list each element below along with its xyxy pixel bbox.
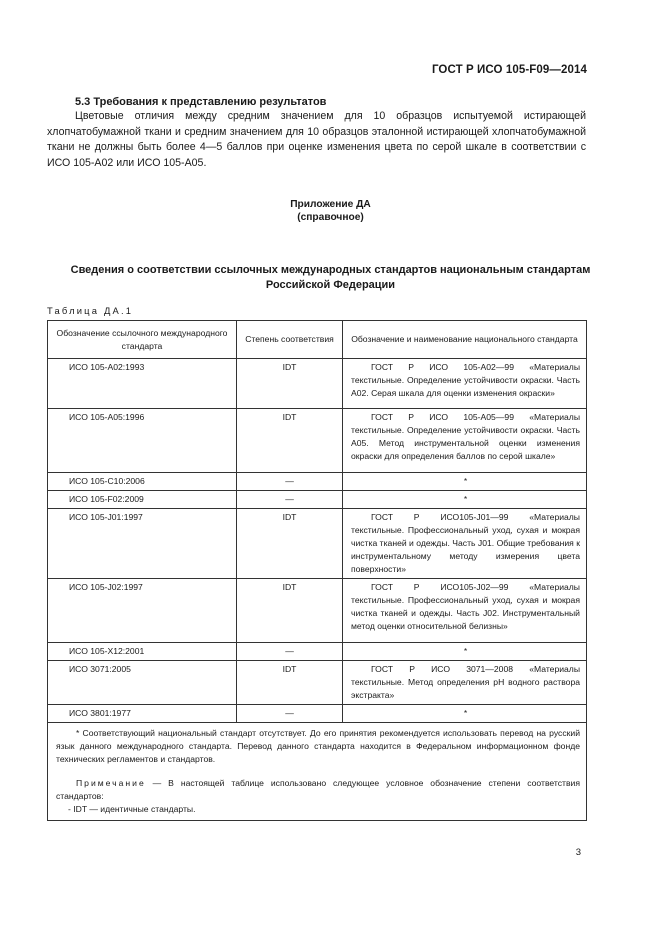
table-label: Таблица ДА.1 [47,305,134,316]
table-header-row [48,321,587,359]
table-footnote-row [48,723,587,821]
cell-intl: ИСО 105-J01:1997 [48,509,237,579]
cell-degree: IDT [237,359,343,409]
annex-subtitle: (справочное) [297,212,364,223]
note-paragraph [56,777,580,803]
table-row [48,473,587,491]
cell-intl: ИСО 3071:2005 [48,661,237,705]
cell-degree: IDT [237,579,343,643]
cell-national-text: ГОСТ Р ИСО105-J01—99 «Материалы текстильные. Профессиональный уход, сухая и мокрая чистка тканей и одежды. Часть J01. Общие требования к инструментальному методу измерения цвета поверхности» [351,512,580,574]
cell-national [343,359,587,409]
cell-national [343,509,587,579]
table-row [48,705,587,723]
cell-national-text: ГОСТ Р ИСО 3071—2008 «Материалы текстильные. Метод определения pH водного раствора экстракта» [351,664,580,700]
cell-intl: ИСО 3801:1977 [48,705,237,723]
cell-degree: — [237,491,343,509]
cell-national: * [343,491,587,509]
cell-degree: — [237,643,343,661]
table-row [48,359,587,409]
cell-national [343,409,587,473]
cell-intl: ИСО 105-J02:1997 [48,579,237,643]
annex-info-title: Сведения о соответствии ссылочных международных стандартов национальным стандартам Российской Федерации [70,264,591,291]
cell-national-text: ГОСТ Р ИСО105-J02—99 «Материалы текстильные. Профессиональный уход, сухая и мокрая чистка тканей и одежды. Часть J02. Инструментальный метод оценки относительной белизны» [351,582,580,631]
section-body: Цветовые отличия между средним значением для 10 образцов испытуемой истирающей хлопчатобумажной ткани и средним значением для 10 образцов эталонной истирающей хлопчатобумажной ткани не должны быть более 4—5 баллов при оценке изменения цвета по серой шкале в соответствии с ИСО 105-А02 или ИСО 105-А05. [47,110,586,169]
header-intl-standard: Обозначение ссылочного международного стандарта [48,321,237,359]
table-row [48,509,587,579]
cell-national [343,661,587,705]
cell-national: * [343,643,587,661]
header-degree: Степень соответствия [237,321,343,359]
cell-degree: IDT [237,409,343,473]
cell-intl: ИСО 105-А05:1996 [48,409,237,473]
annex-title: Приложение ДА [290,199,371,210]
table-row [48,579,587,643]
note-text: — В настоящей таблице использовано следующее условное обозначение степени соответствия стандартов: [56,778,581,801]
note-item: - IDT — идентичные стандарты. [68,804,196,814]
document-header-title: ГОСТ Р ИСО 105-F09—2014 [431,64,587,76]
cell-national-text: ГОСТ Р ИСО 105-А05—99 «Материалы текстильные. Определение устойчивости окраски. Часть А05. Метод инструментальной оценки изменения окраски для определения баллов по серой шкале» [351,412,580,461]
table-row [48,409,587,473]
table-row [48,661,587,705]
cell-intl: ИСО 105-А02:1993 [48,359,237,409]
cell-national [343,579,587,643]
cell-degree: — [237,705,343,723]
table-footnote [48,723,587,821]
cell-intl: ИСО 105-F02:2009 [48,491,237,509]
page-number: 3 [575,847,581,858]
section-heading: 5.3 Требования к представлению результатов [75,96,327,108]
note-label: Примечание [76,778,146,788]
cell-national-text: ГОСТ Р ИСО 105-А02—99 «Материалы текстильные. Определение устойчивости окраски. Часть А02. Серая шкала для оценки изменения окраски» [351,362,580,398]
cell-degree: IDT [237,509,343,579]
table-row [48,491,587,509]
footnote-text: * Соответствующий национальный стандарт отсутствует. До его принятия рекомендуется использовать перевод на русский язык данного международного стандарта. Перевод данного стандарта находится в Федеральном информационном фонде технических регламентов и стандартов. [56,728,580,764]
standards-correspondence-table [47,320,587,821]
cell-national: * [343,473,587,491]
cell-degree: IDT [237,661,343,705]
cell-degree: — [237,473,343,491]
cell-intl: ИСО 105-С10:2006 [48,473,237,491]
table-row [48,643,587,661]
header-national-standard: Обозначение и наименование национального стандарта [343,321,587,359]
cell-national: * [343,705,587,723]
cell-intl: ИСО 105-Х12:2001 [48,643,237,661]
